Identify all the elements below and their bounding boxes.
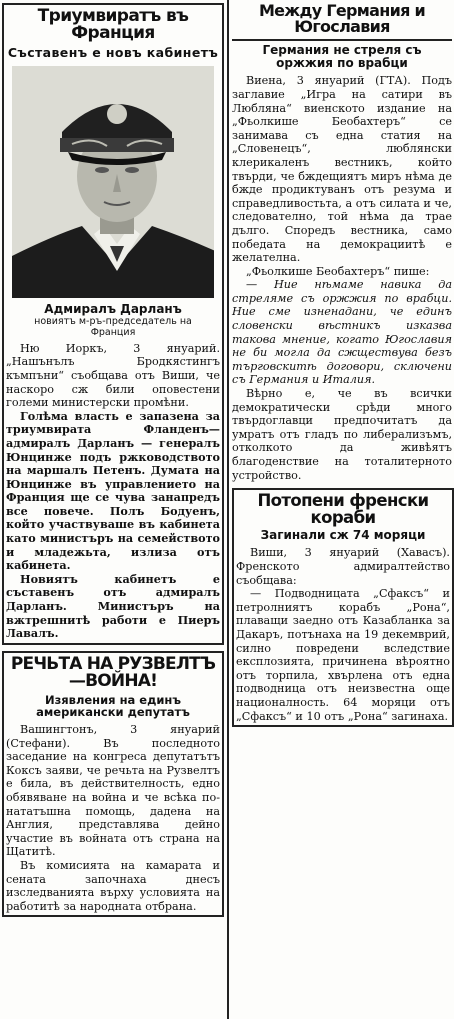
photo-caption-text: новиятъ м-ръ-председатель на Франция xyxy=(34,315,192,338)
headline-rule xyxy=(232,39,452,41)
article-paragraph: — Ние нѣмаме навика да стреляме съ оржжия по врабци. Ние сме изненадани, че единъ словенски вѣстникъ изказва такова мнение, когато Югославия не би могла да сжществува безъ търговскитѣ договори, сключени съ Германия и Италия. xyxy=(232,278,452,387)
portrait-image xyxy=(12,66,214,298)
subheadline-sailors: Загинали сж 74 моряци xyxy=(260,528,426,543)
article-paragraph: Въ комисията на камарата и сената започнаха днесъ изследванията върху условията на работитѣ за народната отбрана. xyxy=(6,859,220,913)
headline-germany-yugoslavia: Между Германия и Югославия xyxy=(258,1,426,36)
article-ships-box xyxy=(232,488,454,727)
subheadline-germany: Германия не стреля съ оржжия по врабци xyxy=(262,43,422,71)
headline-triumvirate: Триумвиратъ въ Франция xyxy=(37,6,189,43)
article-ships-body xyxy=(236,546,450,723)
article-france-box xyxy=(2,3,224,645)
left-column xyxy=(0,0,226,1019)
article-paragraph: „Фьолкише Беобахтеръ“ пише: xyxy=(246,264,430,278)
photo-caption-title: Адмиралъ Дарланъ xyxy=(44,301,182,316)
article-france-body xyxy=(6,342,220,641)
article-paragraph: Вашингтонъ, 3 януарий (Стефани). Въ последното заседание на конгреса депутатътъ Коксъ заяви, че речьта на Рузвелтъ е била, въ действителность, едно обявяване на война и че всѣка по-нататъшна помощь, дадена на Англия, представлява дейно участие въ войната отъ страна на Щатитѣ. xyxy=(6,723,220,859)
article-roosevelt-box xyxy=(2,651,224,918)
article-roosevelt-body xyxy=(6,723,220,913)
article-paragraph: Новиятъ кабинетъ е съставенъ отъ адмиралъ Дарланъ. Министъръ на вжтрешнитѣ работи е Пиеръ Лавалъ. xyxy=(6,571,220,641)
headline-sunk-ships: Потопени френски кораби xyxy=(257,491,429,527)
column-divider xyxy=(227,0,229,1019)
right-column xyxy=(230,0,454,1019)
photo-admiral-darlan xyxy=(12,66,214,298)
article-paragraph: Виши, 3 януарий (Хавасъ). Френското адмиралтейство съобщава: xyxy=(236,546,450,587)
article-paragraph: Вѣрно е, че въ всички демократически срѣди много твърдоглавци предпочитатъ да умратъ отъ гладъ по либерализъмъ, отколкото да живѣятъ благоденствие на тоталитерното устройство. xyxy=(232,387,452,482)
article-paragraph: Ню Иоркъ, 3 януарий. „Нашънълъ Бродкястингъ къмпъни“ съобщава отъ Виши, че наскоро сж били оповестени големи министерски промѣни. xyxy=(6,341,220,410)
article-paragraph: — Подводницата „Сфаксъ“ и петролниятъ корабъ „Рона“, плаващи заедно отъ Казабланка за Дакаръ, потънаха на 19 декемврий, силно повредени вследствие експлозията, причинена вѣроятно отъ торпила, хвърлена отъ една подводница отъ неизвестна още националность. 64 моряци отъ „Сфаксъ“ и 10 отъ „Рона“ загинаха. xyxy=(236,587,450,723)
subheadline-deputy: Изявления на единъ американски депутатъ xyxy=(36,692,190,720)
headline-roosevelt: РЕЧЬТА НА РУЗВЕЛТЪ—ВОЙНА! xyxy=(10,653,216,691)
article-yugoslavia xyxy=(230,0,454,482)
article-paragraph: Виена, 3 януарий (ГТА). Подъ заглавие „Игра на сатири въ Любляна“ виенското издание на „Фьолкише Беобахтеръ“ се занимава съ една статия на „Словенецъ“, люблянски клерикаленъ вестникъ, който твърди, че бждещиятъ миръ нѣма де бжде продиктуванъ отъ резума и справедливостьта, а отъ силата и че, следователно, той нѣма да трае дълго. Споредъ вестника, само победата на демокрациитѣ е желателна. xyxy=(232,74,452,265)
article-yugoslavia-body xyxy=(232,74,452,482)
subheadline-cabinet: Съставенъ е новъ кабинетъ xyxy=(7,45,219,60)
article-paragraph: Голѣма власть е запазена за триумвирата Фланденъ—адмиралъ Дарланъ — генералъ Юнцинже подъ ржководството на маршалъ Петенъ. Думата на Юнцинже въ управлението на Франция ще се чува занапредъ все повече. Полъ Бодуенъ, който участвуваше въ кабинета като министъръ на семейството и младежьта, излиза отъ кабинета. xyxy=(6,408,220,573)
